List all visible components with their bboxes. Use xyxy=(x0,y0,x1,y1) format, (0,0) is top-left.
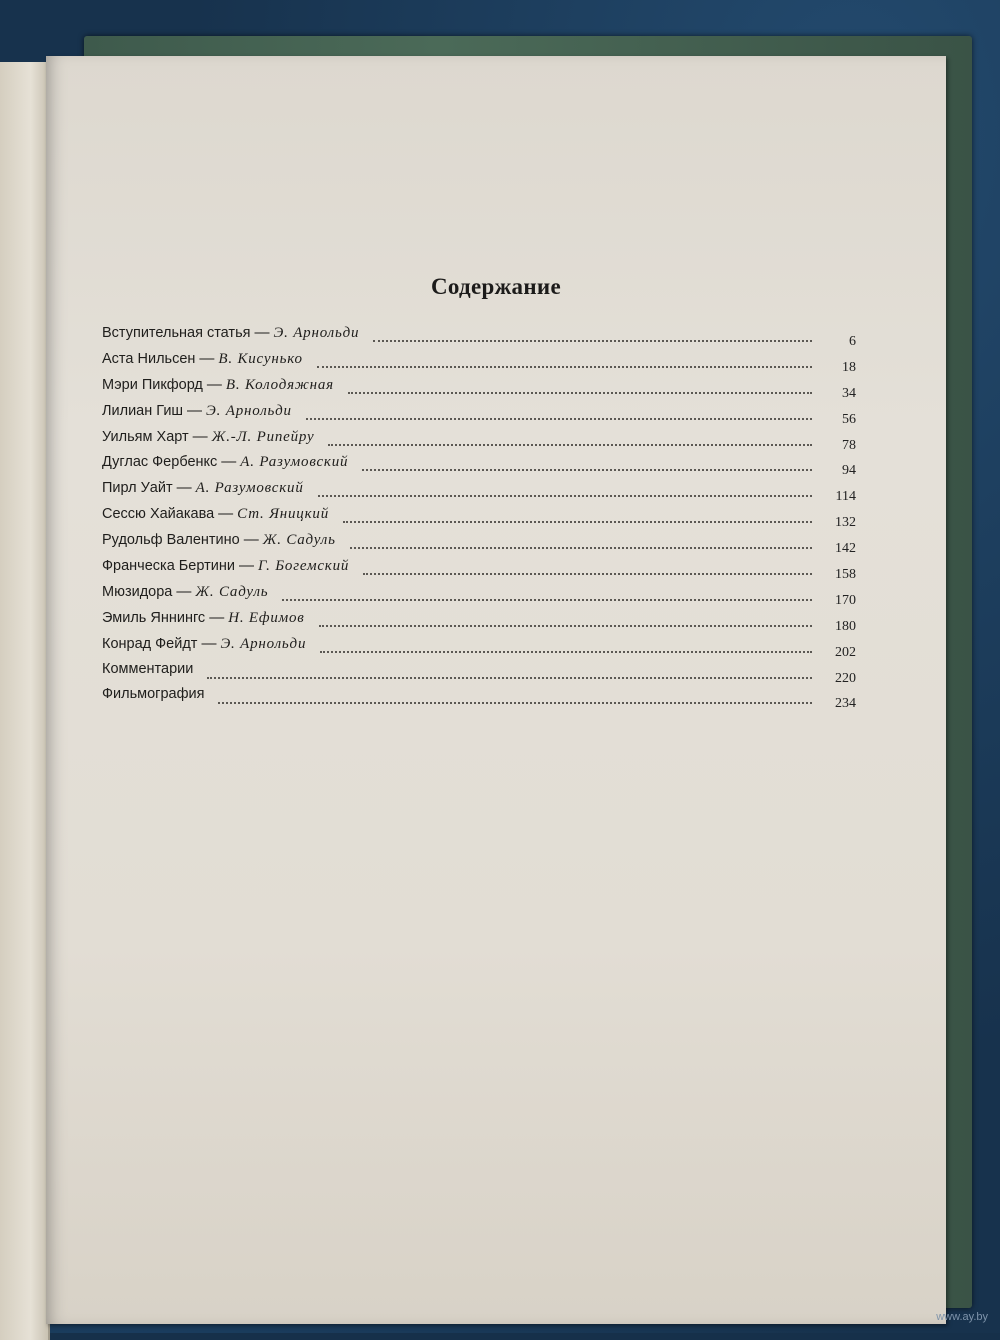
dot-leader xyxy=(373,336,812,342)
toc-dash: — xyxy=(238,557,254,575)
toc-dash: — xyxy=(218,505,234,523)
toc-row xyxy=(102,583,882,609)
toc-item-title: Пирл Уайт xyxy=(102,480,173,497)
toc-page-number: 142 xyxy=(835,541,856,557)
toc-page-number: 180 xyxy=(835,618,856,634)
toc-item-author: Ж. Садуль xyxy=(262,532,336,549)
toc-dash: — xyxy=(254,324,270,341)
toc-row xyxy=(102,428,882,454)
toc-dash: — xyxy=(201,634,217,652)
toc-page-number: 158 xyxy=(835,567,856,583)
toc-page-number: 220 xyxy=(835,670,856,686)
watermark-text: www.ay.by xyxy=(936,1311,988,1323)
toc-page-number: 170 xyxy=(835,592,856,608)
dot-leader xyxy=(328,440,812,446)
toc-entry xyxy=(102,609,305,627)
toc-dash: — xyxy=(176,582,192,600)
toc-item-title: Мэри Пикфорд xyxy=(102,376,203,393)
toc-row xyxy=(102,686,882,712)
page-title: Содержание xyxy=(431,274,561,299)
toc-page-number: 94 xyxy=(842,463,856,479)
toc-entry xyxy=(102,635,306,653)
toc-item-author: Э. Арнольди xyxy=(206,402,292,419)
toc-entry xyxy=(102,453,348,471)
dot-leader xyxy=(306,414,812,420)
toc-entry xyxy=(102,402,292,420)
toc-item-title: Аста Нильсен xyxy=(102,350,196,367)
dot-leader xyxy=(348,388,812,394)
facing-page-edge xyxy=(0,62,50,1340)
toc-entry xyxy=(102,505,329,523)
dot-leader xyxy=(363,569,812,575)
toc-item-author: Э. Арнольди xyxy=(220,635,307,652)
toc-row xyxy=(102,609,882,635)
toc-item-author: В. Колодяжная xyxy=(225,376,334,393)
toc-item-title: Сессю Хайакава xyxy=(102,506,215,523)
toc-dash: — xyxy=(199,349,215,367)
toc-item-title: Франческа Бертини xyxy=(102,558,235,575)
toc-item-author: В. Кисунько xyxy=(218,350,303,367)
toc-item-author: А. Разумовский xyxy=(240,454,349,471)
dot-leader xyxy=(282,595,812,601)
toc-dash: — xyxy=(243,531,259,549)
toc-page-number: 18 xyxy=(842,359,856,375)
dot-leader xyxy=(343,517,812,523)
toc-row xyxy=(102,505,882,531)
toc-entry xyxy=(102,661,193,678)
dot-leader xyxy=(320,647,812,653)
toc-item-title: Фильмография xyxy=(102,686,205,703)
dot-leader xyxy=(207,673,812,679)
toc-page-number: 132 xyxy=(835,515,856,531)
toc-row xyxy=(102,479,882,505)
toc-row xyxy=(102,376,882,402)
toc-entry xyxy=(102,350,303,368)
toc-item-title: Рудольф Валентино xyxy=(102,532,240,549)
toc-row xyxy=(102,402,882,428)
toc-dash: — xyxy=(187,401,203,419)
dot-leader xyxy=(318,491,812,497)
toc-page-number: 34 xyxy=(842,385,856,401)
table-of-contents xyxy=(102,324,882,712)
toc-row xyxy=(102,531,882,557)
toc-row xyxy=(102,661,882,687)
toc-item-author: Н. Ефимов xyxy=(228,609,305,626)
toc-item-title: Эмиль Яннингс xyxy=(102,609,206,626)
toc-dash: — xyxy=(192,427,208,445)
toc-row xyxy=(102,453,882,479)
toc-page-number: 202 xyxy=(835,644,856,660)
toc-item-title: Уильям Харт xyxy=(102,428,189,445)
toc-item-title: Конрад Фейдт xyxy=(102,635,198,652)
toc-entry xyxy=(102,686,204,703)
toc-item-author: Ж. Садуль xyxy=(195,583,269,600)
toc-row xyxy=(102,557,882,583)
book-page xyxy=(46,56,946,1324)
toc-row xyxy=(102,635,882,661)
toc-item-title: Дуглас Фербенкс xyxy=(102,454,218,471)
toc-item-title: Вступительная статья xyxy=(102,325,251,341)
toc-item-author: Ст. Яницкий xyxy=(237,506,330,523)
toc-item-title: Лилиан Гиш xyxy=(102,402,184,419)
toc-item-author: А. Разумовский xyxy=(195,480,304,497)
dot-leader xyxy=(362,465,812,471)
toc-page-number: 6 xyxy=(849,334,856,349)
toc-entry xyxy=(102,557,349,575)
toc-entry xyxy=(102,531,336,549)
toc-item-author: Э. Арнольди xyxy=(273,325,360,341)
toc-dash: — xyxy=(221,453,237,471)
toc-entry xyxy=(102,479,304,497)
toc-item-author: Ж.-Л. Рипейру xyxy=(211,428,315,445)
toc-dash: — xyxy=(206,375,222,393)
toc-entry xyxy=(102,428,314,446)
toc-entry xyxy=(102,376,334,394)
toc-row xyxy=(102,350,882,376)
toc-dash: — xyxy=(176,479,192,497)
dot-leader xyxy=(317,362,812,368)
dot-leader xyxy=(218,698,812,704)
toc-dash: — xyxy=(209,608,225,626)
toc-row xyxy=(102,324,882,350)
toc-page-number: 114 xyxy=(835,489,856,505)
toc-page-number: 56 xyxy=(842,411,856,427)
toc-entry xyxy=(102,324,359,342)
toc-page-number: 234 xyxy=(835,696,856,712)
dot-leader xyxy=(350,543,812,549)
toc-item-author: Г. Богемский xyxy=(257,558,350,575)
dot-leader xyxy=(319,621,812,627)
toc-entry xyxy=(102,583,268,601)
toc-item-title: Мюзидора xyxy=(102,583,173,600)
toc-item-title: Комментарии xyxy=(102,660,194,677)
toc-page-number: 78 xyxy=(842,437,856,453)
